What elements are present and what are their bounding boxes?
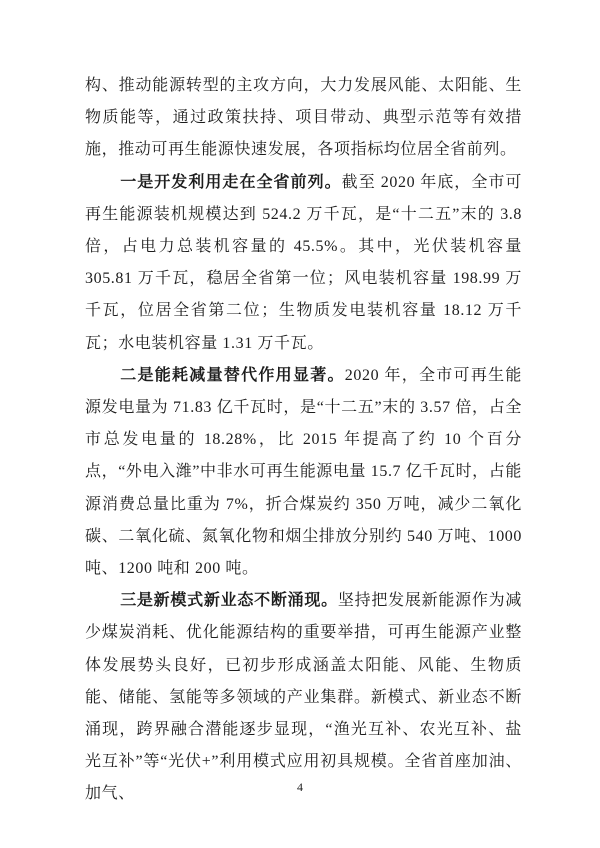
paragraph-text: 2020 年，全市可再生能源发电量为 71.83 亿千瓦时，是“十二五”末的 3.57 倍，占全市总发电量的 18.28%，比 2015 年提高了约 10 个百分点，“外电入潍”中非水可再生能源电量 15.7 亿千瓦时，占能源消费总量比重为 7%，折合煤炭约 350 万吨，减少二氧化碳、二氧化硫、氮氧化物和烟尘排放分别约 540 万吨、1000 吨、1200 吨和 200 吨。 xyxy=(85,366,522,578)
paragraph-lead: 三是新模式新业态不断涌现。 xyxy=(120,592,338,610)
document-body xyxy=(85,70,522,811)
paragraph-text: 截至 2020 年底，全市可再生能源装机规模达到 524.2 万千瓦，是“十二五”末的 3.8 倍，占电力总装机容量的 45.5%。其中，光伏装机容量 305.81 万千瓦，稳居全省第一位；风电装机容量 198.99 万千瓦，位居全省第二位；生物质发电装机容量 18.12 万千瓦；水电装机容量 1.31 万千瓦。 xyxy=(85,173,522,352)
paragraph-lead: 二是能耗减量替代作用显著。 xyxy=(120,366,345,384)
paragraph xyxy=(85,70,522,167)
paragraph-text: 坚持把发展新能源作为减少煤炭消耗、优化能源结构的重要举措，可再生能源产业整体发展势头良好，已初步形成涵盖太阳能、风能、生物质能、储能、氢能等多领域的产业集群。新模式、新业态不断涌现，跨界融合潜能逐步显现，“渔光互补、农光互补、盐光互补”等“光伏+”利用模式应用初具规模。全省首座加油、加气、 xyxy=(85,592,522,803)
paragraph xyxy=(85,585,522,810)
paragraph xyxy=(85,167,522,360)
paragraph-text: 构、推动能源转型的主攻方向，大力发展风能、太阳能、生物质能等，通过政策扶持、项目带动、典型示范等有效措施，推动可再生能源快速发展，各项指标均位居全省前列。 xyxy=(85,77,522,159)
paragraph-lead: 一是开发利用走在全省前列。 xyxy=(120,173,342,191)
paragraph xyxy=(85,360,522,585)
page-number: 4 xyxy=(297,780,303,794)
